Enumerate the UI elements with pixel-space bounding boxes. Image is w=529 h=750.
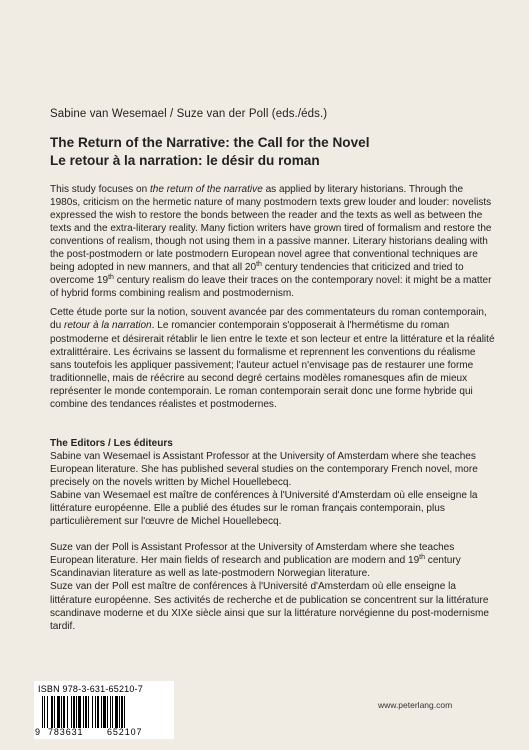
barcode-digit-group-2: 652107 (107, 727, 143, 737)
abstract-french (50, 306, 495, 410)
abstract-en-sup-2: th (108, 274, 114, 282)
title-french: Le retour à la narration: le désir du roman (50, 153, 320, 168)
barcode-bar (78, 696, 81, 728)
barcode-bar (76, 696, 77, 728)
barcode-bar (47, 696, 48, 728)
barcode-bar (73, 696, 75, 728)
barcode-bar (103, 696, 106, 728)
editors-section (50, 437, 495, 633)
barcode-bar (63, 696, 65, 728)
paragraph-gap (50, 528, 495, 541)
barcode-bar (51, 696, 53, 728)
editor1-bio-english: Sabine van Wesemael is Assistant Professor at the University of Amsterdam where she teaches European literature. She has published several studies on the contemporary French novel, more precisely on the novels written by Michel Houellebecq. (50, 451, 478, 489)
barcode-bar (83, 696, 84, 728)
barcode-bar (54, 696, 55, 728)
abstract-en-text-3: century tendencies that criticized and tried to overcome 19 (50, 262, 464, 287)
barcode-bar (107, 696, 108, 728)
barcode-bar (95, 696, 96, 728)
barcode-bar (121, 696, 123, 728)
barcode-bar (44, 696, 45, 728)
title-block (50, 134, 490, 170)
barcode-digit-prefix: 9 (35, 727, 41, 737)
editor2-bio-french: Suze van der Poll est maître de conférences à l'Université d'Amsterdam où elle enseigne la littérature européenne. Ses activités de recherche et de publication se concentrent sur la littérature scandinave moderne et du XIXe siècle ainsi que sur la littérature norvégienne du post-modernisme tardif. (50, 581, 489, 632)
barcode-digit-group-1: 783631 (48, 727, 84, 737)
abstract-english (50, 183, 495, 300)
barcode-bar (85, 696, 87, 728)
barcode-bar (92, 696, 93, 728)
isbn-barcode-box (34, 681, 174, 739)
editors-line: Sabine van Wesemael / Suze van der Poll (eds./éds.) (50, 108, 328, 120)
editor2-en-sup: th (419, 554, 426, 562)
barcode-bar (119, 696, 120, 728)
isbn-label: ISBN 978-3-631-65210-7 (38, 684, 143, 694)
abstract-en-emphasis: the return of the narrative (149, 184, 263, 195)
barcode-icon (42, 696, 166, 728)
barcode-bar (57, 696, 60, 728)
editor2-bio-english (50, 541, 495, 580)
editor2-en-text-2: century Scandinavian literature as well as late-postmodern Norwegian literature. (50, 555, 461, 580)
barcode-bar (101, 696, 102, 728)
barcode-bar (97, 696, 99, 728)
publisher-url: www.peterlang.com (378, 700, 453, 710)
abstract-fr-text-1: Cette étude porte sur la notion, souvent avancée par des commentateurs du roman contemporain, du (50, 307, 487, 332)
editor2-en-text-1: Suze van der Poll is Assistant Professor at the University of Amsterdam where she teaches European literature. Her main fields of research and publication are modern and 19 (50, 542, 455, 567)
barcode-bar (88, 696, 89, 728)
barcode-bar (110, 696, 111, 728)
barcode-bar (112, 696, 113, 728)
barcode-bar (61, 696, 62, 728)
abstract-en-text-2: as applied by literary historians. Through the 1980s, criticism on the hermetic nature of many postmodern texts grew louder and louder: novelists expressed the wish to restore the bonds between the reader and the texts as well as between the texts and the extra-literary reality. Many fiction writers have grown tired of formalism and restore the conventions of realism, though not using them in a passive manner. Literary historians dealing with the post-postmodern or late postmodern European novel agree that conventional techniques are being adopted in new manners, and that all 20 (50, 184, 492, 274)
abstract-en-text-1: This study focuses on (50, 184, 150, 195)
abstract-en-text-4: century realism do leave their traces on the contemporary novel: it might be a matter of hybrid forms combining realism and postmodernism. (50, 275, 492, 300)
barcode-bar (115, 696, 118, 728)
barcode-bar (71, 696, 72, 728)
editor1-bio-french: Sabine van Wesemael est maître de conférences à l'Université d'Amsterdam où elle enseigne la littérature européenne. Elle a publié des études sur le roman français contemporain, plus particulièrement sur l'œuvre de Michel Houellebecq. (50, 490, 478, 528)
editors-heading: The Editors / Les éditeurs (50, 438, 173, 449)
barcode-bar (67, 696, 68, 728)
abstract-fr-text-2: . Le romancier contemporain s'opposerait à l'hermétisme du roman postmoderne et désirerait rétablir le lien entre le texte et son lecteur et entre la littérature et la réalité extralittéraire. Les écrivains se lassent du formalisme et reprennent les conventions du réalisme sans toutefois les appliquer passivement; l'auteur actuel n'envisage pas de restaurer une forme traditionnelle, mais de réécrire au second degré certains modèles romanesques afin de mieux représenter le monde contemporain. Le roman contemporain serait donc une forme hybride qui combine des tendances réalistes et postmodernes. (50, 320, 495, 410)
barcode-bar (42, 696, 43, 728)
title-english: The Return of the Narrative: the Call for the Novel (50, 135, 370, 150)
barcode-bar (124, 696, 125, 728)
abstract (50, 183, 495, 411)
abstract-fr-emphasis: retour à la narration (63, 320, 152, 332)
abstract-en-sup-1: th (256, 261, 262, 269)
